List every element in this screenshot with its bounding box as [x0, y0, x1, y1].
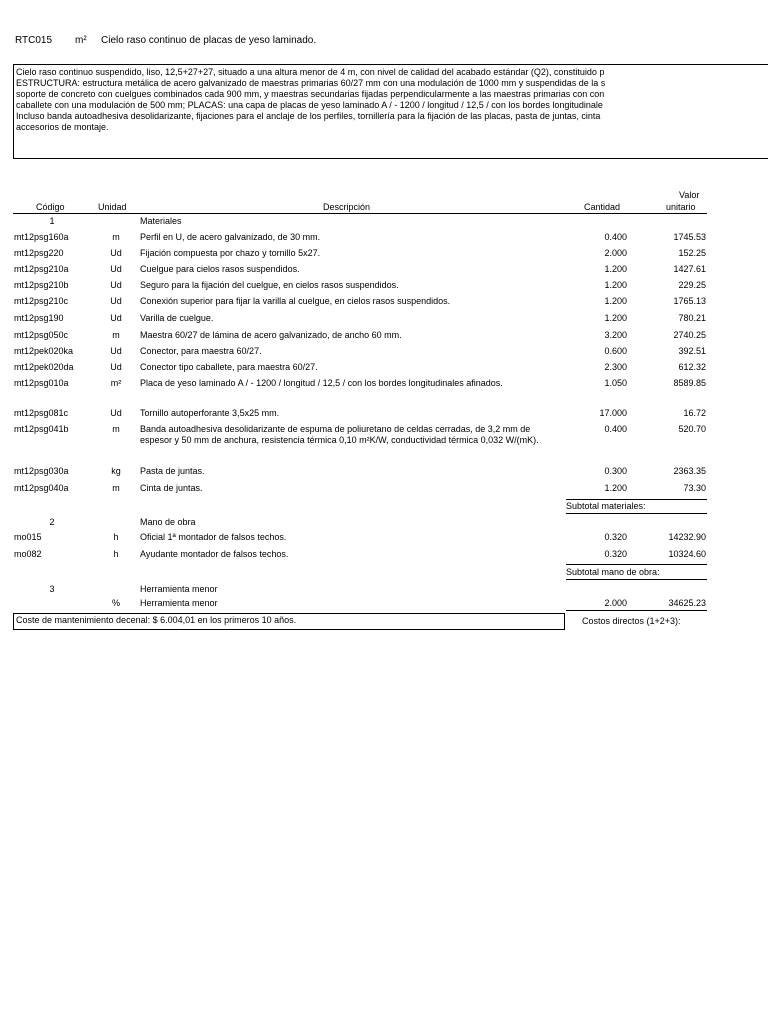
- cell-unit: Ud: [110, 264, 122, 274]
- cell-code: mt12psg050c: [14, 330, 69, 340]
- cell-quantity: 1.200: [604, 483, 627, 493]
- cell-unit-price: 780.21: [678, 313, 706, 323]
- cell-unit-price: 2363.35: [673, 466, 706, 476]
- cell-unit: m²: [110, 378, 122, 388]
- cell-unit-price: 1765.13: [673, 296, 706, 306]
- cell-description: Banda autoadhesiva desolidarizante de espuma de poliuretano de celdas cerradas, de 3,2 mm de espesor y 50 mm de anchura, resistencia térmica 0,10 m²K/W, conductividad térmica 0,032 W/(mK).: [140, 424, 539, 445]
- description-line: soporte de concreto con cuelgues combinados cada 900 mm, y maestras secundarias fijadas perpendicularmente a las maestras primarias con con: [16, 89, 605, 99]
- cell-unit: h: [113, 532, 119, 542]
- description-line: accesorios de montaje.: [16, 122, 109, 132]
- subtotal-rule: [566, 579, 707, 580]
- cell-code: mt12psg210c: [14, 296, 69, 306]
- cell-description: Maestra 60/27 de lámina de acero galvanizado, de ancho 60 mm.: [140, 330, 402, 340]
- cell-unit: m: [112, 232, 120, 242]
- description-line: Cielo raso continuo suspendido, liso, 12,5+27+27, situado a una altura menor de 4 m, con nivel de calidad del acabado estándar (Q2), constituido p: [16, 67, 605, 77]
- cell-description: Fijación compuesta por chazo y tornillo 5x27.: [140, 248, 321, 258]
- cell-unit-price: 73.30: [683, 483, 706, 493]
- cell-code: mo015: [14, 532, 42, 542]
- cell-description: Seguro para la fijación del cuelgue, en cielos rasos suspendidos.: [140, 280, 399, 290]
- cell-unit: %: [111, 598, 120, 608]
- cell-description: Conector tipo caballete, para maestra 60/27.: [140, 362, 318, 372]
- cell-code: mt12psg190: [14, 313, 64, 323]
- cell-quantity: 1.200: [604, 313, 627, 323]
- cell-unit: Ud: [110, 362, 122, 372]
- cell-unit: Ud: [110, 346, 122, 356]
- cell-unit-price: 229.25: [678, 280, 706, 290]
- cell-unit-price: 16.72: [683, 408, 706, 418]
- cell-unit: Ud: [110, 313, 122, 323]
- cell-quantity: 0.300: [604, 466, 627, 476]
- cell-quantity: 1.050: [604, 378, 627, 388]
- cell-description: Tornillo autoperforante 3,5x25 mm.: [140, 408, 280, 418]
- subtotal-materials: Subtotal materiales:: [566, 501, 646, 511]
- cell-unit-price: 612.32: [678, 362, 706, 372]
- cell-quantity: 1.200: [604, 296, 627, 306]
- cell-code: mo082: [14, 549, 42, 559]
- description-box: [13, 64, 768, 159]
- cell-quantity: 0.400: [604, 424, 627, 434]
- cell-code: mt12psg081c: [14, 408, 69, 418]
- cell-unit-price: 14232.90: [668, 532, 706, 542]
- cell-unit-price: 520.70: [678, 424, 706, 434]
- column-header-price-bottom: unitario: [666, 202, 696, 212]
- column-header-price-top: Valor: [679, 190, 700, 200]
- cell-quantity: 0.320: [604, 532, 627, 542]
- subtotal-labor: Subtotal mano de obra:: [566, 567, 660, 577]
- cell-description: Oficial 1ª montador de falsos techos.: [140, 532, 287, 542]
- cell-description: Conector, para maestra 60/27.: [140, 346, 262, 356]
- cell-description: Varilla de cuelgue.: [140, 313, 214, 323]
- cell-quantity: 2.000: [604, 598, 627, 608]
- column-header-quantity: Cantidad: [584, 202, 621, 212]
- cell-unit: kg: [111, 466, 121, 476]
- cell-code: mt12psg030a: [14, 466, 69, 476]
- cell-unit-price: 152.25: [678, 248, 706, 258]
- section-number: 2: [49, 517, 55, 527]
- description-line: caballete con una modulación de 500 mm; PLACAS: una capa de placas de yeso laminado A / - 1200 / longitud / 12,5 / con los bordes longitudinale: [16, 100, 603, 110]
- section-title: Herramienta menor: [140, 584, 218, 594]
- cell-code: mt12psg160a: [14, 232, 69, 242]
- description-line: ESTRUCTURA: estructura metálica de acero galvanizado de maestras primarias 60/27 mm con una modulación de 1000 mm y suspendidas de la s: [16, 78, 606, 88]
- cell-code: mt12psg210a: [14, 264, 69, 274]
- cell-description: Cuelgue para cielos rasos suspendidos.: [140, 264, 300, 274]
- cell-quantity: 1.200: [604, 280, 627, 290]
- cell-description: Perfil en U, de acero galvanizado, de 30 mm.: [140, 232, 321, 242]
- cell-description: Ayudante montador de falsos techos.: [140, 549, 289, 559]
- cell-quantity: 2.300: [604, 362, 627, 372]
- cell-code: mt12psg041b: [14, 424, 69, 434]
- cell-quantity: 2.000: [604, 248, 627, 258]
- column-header-description: Descripción: [323, 202, 371, 212]
- cell-unit: m: [112, 424, 120, 434]
- cell-unit: m: [112, 330, 120, 340]
- cell-code: mt12psg210b: [14, 280, 69, 290]
- total-rule: [566, 610, 707, 611]
- description-line: Incluso banda autoadhesiva desolidarizante, fijaciones para el anclaje de los perfiles, tornillería para la fijación de las placas, pasta de juntas, cinta: [16, 111, 601, 121]
- subtotal-rule: [566, 499, 707, 500]
- section-number: 1: [49, 216, 55, 226]
- subtotal-rule: [566, 513, 707, 514]
- cell-description: Cinta de juntas.: [140, 483, 203, 493]
- item-unit: m²: [75, 35, 87, 46]
- direct-costs-label: Costos directos (1+2+3):: [582, 616, 681, 626]
- cell-unit-price: 8589.85: [673, 378, 706, 388]
- cell-quantity: 0.320: [604, 549, 627, 559]
- cell-quantity: 1.200: [604, 264, 627, 274]
- cell-code: mt12psg010a: [14, 378, 69, 388]
- subtotal-rule: [566, 564, 707, 565]
- cell-code: mt12psg220: [14, 248, 64, 258]
- cell-quantity: 3.200: [604, 330, 627, 340]
- item-code: RTC015: [15, 35, 53, 46]
- header-rule: [13, 213, 707, 214]
- cell-quantity: 17.000: [599, 408, 627, 418]
- cell-code: mt12pek020ka: [14, 346, 74, 356]
- cell-unit-price: 34625.23: [668, 598, 706, 608]
- section-number: 3: [49, 584, 55, 594]
- cell-code: mt12psg040a: [14, 483, 69, 493]
- cell-code: mt12pek020da: [14, 362, 74, 372]
- maintenance-cost: Coste de mantenimiento decenal: $ 6.004,01 en los primeros 10 años.: [13, 613, 565, 630]
- cell-unit-price: 1745.53: [673, 232, 706, 242]
- section-title: Mano de obra: [140, 517, 196, 527]
- cell-description: Pasta de juntas.: [140, 466, 205, 476]
- cell-description: Herramienta menor: [140, 598, 218, 608]
- item-title: Cielo raso continuo de placas de yeso laminado.: [101, 35, 317, 46]
- cell-unit-price: 2740.25: [673, 330, 706, 340]
- cell-description: Conexión superior para fijar la varilla al cuelgue, en cielos rasos suspendidos.: [140, 296, 451, 306]
- cell-quantity: 0.600: [604, 346, 627, 356]
- section-title: Materiales: [140, 216, 182, 226]
- column-header-unit: Unidad: [98, 202, 127, 212]
- cell-unit: Ud: [110, 408, 122, 418]
- cell-unit-price: 10324.60: [668, 549, 706, 559]
- cell-unit: Ud: [110, 248, 122, 258]
- cell-unit: m: [112, 483, 120, 493]
- column-header-code: Código: [36, 202, 65, 212]
- cell-unit: Ud: [110, 280, 122, 290]
- cell-unit-price: 1427.61: [673, 264, 706, 274]
- cell-unit: h: [113, 549, 119, 559]
- cell-quantity: 0.400: [604, 232, 627, 242]
- cell-description: Placa de yeso laminado A / - 1200 / longitud / 12,5 / con los bordes longitudinales afinados.: [140, 378, 503, 388]
- cell-unit: Ud: [110, 296, 122, 306]
- cell-unit-price: 392.51: [678, 346, 706, 356]
